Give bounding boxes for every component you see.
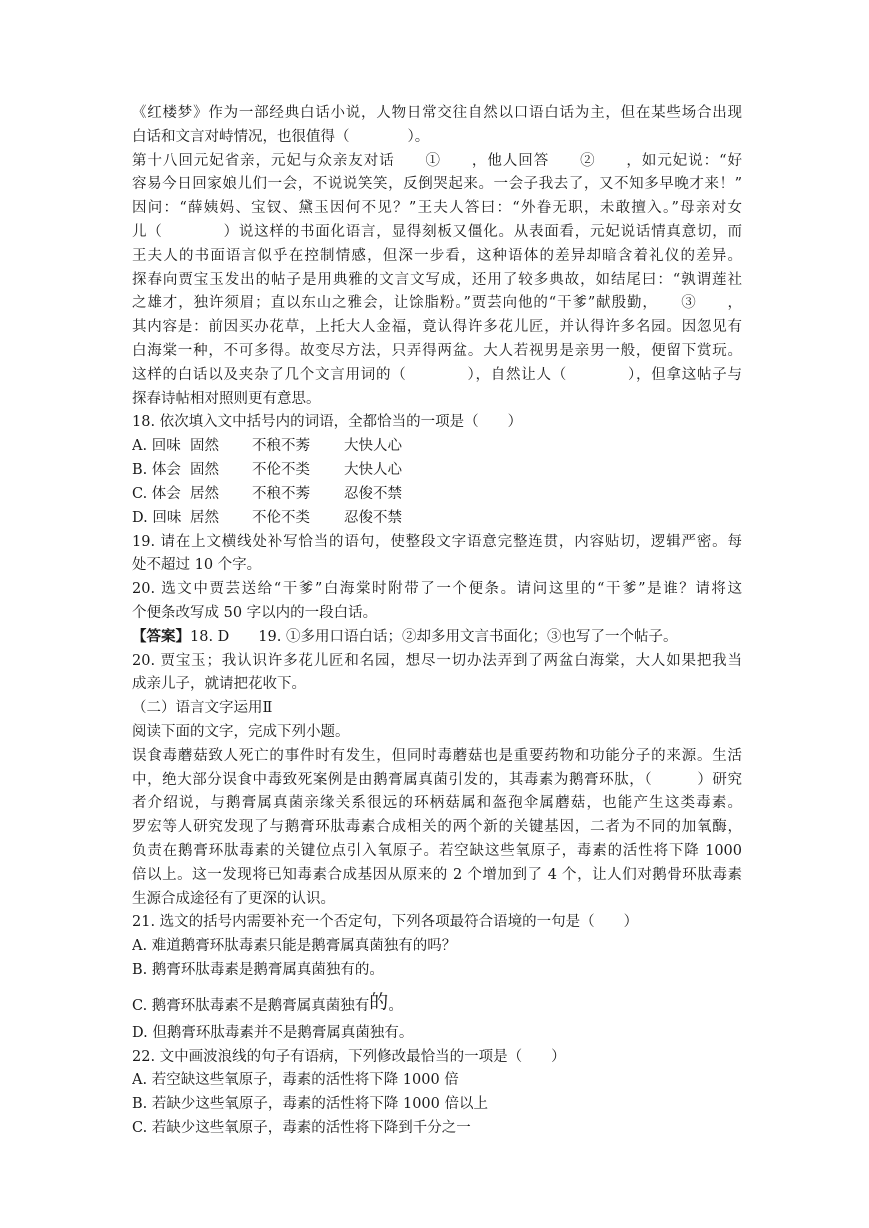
- question-18-option-c[interactable]: [132, 483, 742, 505]
- passage-line: 第十八回元妃省亲，元妃与众亲友对话 ① ，他人回答 ② ，如元妃说：“好: [132, 153, 742, 169]
- option-word: B. 体会: [132, 462, 181, 478]
- passage-line: 探春诗帖相对照则更有意思。: [132, 391, 321, 407]
- passage-line: 白海棠一种，不可多得。故变尽方法，只弄得两盆。大人若视男是亲男一般，便留下赏玩。: [132, 343, 742, 359]
- option-word: 居然: [190, 510, 219, 526]
- question-21-stem: 21. 选文的括号内需要补充一个否定句，下列各项最符合语境的一句是（ ）: [132, 914, 639, 930]
- passage-line: 探春向贾宝玉发出的帖子是用典雅的文言文写成，还用了较多典故，如结尾曰：“孰谓莲社: [132, 272, 742, 288]
- question-21-option-b[interactable]: B. 鹅膏环肽毒素是鹅膏属真菌独有的。: [132, 962, 384, 978]
- question-18-option-a[interactable]: [132, 435, 742, 457]
- question-22-stem: 22. 文中画波浪线的句子有语病，下列修改最恰当的一项是（ ）: [132, 1049, 566, 1065]
- passage-line: 其内容是：前因买办花草，上托大人金福，竟认得许多花儿匠，并认得许多名园。因忽见有: [132, 319, 742, 335]
- option-word: 不稂不莠: [252, 438, 310, 454]
- question-20-stem-cont: 个便条改写成 50 字以内的一段白话。: [132, 605, 378, 621]
- option-word: A. 回味: [132, 438, 181, 454]
- passage-line: 倍以上。这一发现将已知毒素合成基因从原来的 2 个增加到了 4 个，让人们对鹅骨环肽毒素: [132, 867, 742, 883]
- passage-line: 负责在鹅膏环肽毒素的关键位点引入氧原子。若空缺这些氧原子，毒素的活性将下降 1000: [132, 843, 742, 859]
- option-word: 大快人心: [344, 438, 402, 454]
- question-18-option-d[interactable]: [132, 507, 742, 529]
- passage-line: 《红楼梦》作为一部经典白话小说，人物日常交往自然以口语白话为主，但在某些场合出现: [132, 105, 742, 121]
- passage-line: 生源合成途径有了更深的认识。: [132, 891, 335, 907]
- option-word: 固然: [190, 438, 219, 454]
- question-22-option-a[interactable]: A. 若空缺这些氧原子，毒素的活性将下降 1000 倍: [132, 1072, 459, 1088]
- answer-line: 18. D 19. ①多用口语白话；②却多用文言书面化；③也写了一个帖子。: [190, 629, 678, 645]
- passage-line: 儿（ ）说这样的书面化语言，显得刻板又僵化。从表面看，元妃说话情真意切，而: [132, 224, 742, 240]
- section-title: （二）语言文字运用Ⅱ: [132, 700, 273, 716]
- option-word: C. 体会: [132, 486, 181, 502]
- option-word: 不稂不莠: [252, 486, 310, 502]
- option-text: C. 鹅膏环肽毒素不是鹅膏属真菌独有: [132, 998, 370, 1014]
- passage-line: 罗宏等人研究发现了与鹅膏环肽毒素合成相关的两个新的关键基因，二者为不同的加氧酶，: [132, 819, 742, 835]
- option-text-enlarged: 的: [369, 991, 389, 1013]
- answer-block: [132, 626, 742, 648]
- option-word: D. 回味: [132, 510, 182, 526]
- passage-line: 者介绍说，与鹅膏属真菌亲缘关系很远的环柄菇属和盔孢伞属蘑菇，也能产生这类毒素。: [132, 795, 742, 811]
- answer-line: 成亲儿子，就请把花收下。: [132, 676, 306, 692]
- option-word: 大快人心: [344, 462, 402, 478]
- option-text: 。: [388, 998, 403, 1014]
- question-21-option-d[interactable]: D. 但鹅膏环肽毒素并不是鹅膏属真菌独有。: [132, 1025, 414, 1041]
- option-word: 固然: [190, 462, 219, 478]
- question-22-option-c[interactable]: C. 若缺少这些氧原子，毒素的活性将下降到千分之一: [132, 1120, 471, 1136]
- question-19-stem-cont: 处不超过 10 个字。: [132, 557, 262, 573]
- passage-line: 容易今日回家娘儿们一会，不说说笑笑，反倒哭起来。一会子我去了，又不知多早晚才来！”: [132, 176, 742, 192]
- passage-line: 王夫人的书面语言似乎在控制情感，但深一步看，这种语体的差异却暗含着礼仪的差异。: [132, 248, 742, 264]
- question-18-option-b[interactable]: [132, 459, 742, 481]
- option-word: 忍俊不禁: [344, 486, 402, 502]
- question-22-option-b[interactable]: B. 若缺少这些氧原子，毒素的活性将下降 1000 倍以上: [132, 1096, 488, 1112]
- passage-line: 因问：“薛姨妈、宝钗、黛玉因何不见？”王夫人答曰：“外眷无职，未敢擅入。”母亲对女: [132, 200, 742, 216]
- option-word: 不伦不类: [252, 510, 310, 526]
- passage-line: 误食毒蘑菇致人死亡的事件时有发生，但同时毒蘑菇也是重要药物和功能分子的来源。生活: [132, 748, 742, 764]
- answer-line: 20. 贾宝玉；我认识许多花儿匠和名园，想尽一切办法弄到了两盆白海棠，大人如果把我当: [132, 653, 742, 669]
- passage-line: 之雄才，独许须眉；直以东山之雅会，让馀脂粉。”贾芸向他的“干爹”献殷勤， ③ ，: [132, 295, 742, 311]
- option-word: 忍俊不禁: [344, 510, 402, 526]
- section-instruction: 阅读下面的文字，完成下列小题。: [132, 724, 350, 740]
- question-18-stem: 18. 依次填入文中括号内的词语，全都恰当的一项是（ ）: [132, 414, 523, 430]
- passage-line: 这样的白话以及夹杂了几个文言用词的（ ），自然让人（ ），但拿这帖子与: [132, 367, 742, 383]
- option-word: 不伦不类: [252, 462, 310, 478]
- answer-tag: 【答案】: [132, 628, 190, 645]
- question-19-stem: 19. 请在上文横线处补写恰当的语句，使整段文字语意完整连贯，内容贴切，逻辑严密。每: [132, 534, 742, 550]
- passage-line: 白话和文言对峙情况，也很值得（ ）。: [132, 129, 430, 145]
- passage-line: 中，绝大部分误食中毒致死案例是由鹅膏属真菌引发的，其毒素为鹅膏环肽，（ ）研究: [132, 772, 742, 788]
- question-21-option-c[interactable]: [132, 989, 742, 1015]
- question-20-stem: 20. 选文中贾芸送给“干爹”白海棠时附带了一个便条。请问这里的“干爹”是谁？请将这: [132, 581, 742, 597]
- option-word: 居然: [190, 486, 219, 502]
- question-21-option-a[interactable]: A. 难道鹅膏环肽毒素只能是鹅膏属真菌独有的吗？: [132, 938, 457, 954]
